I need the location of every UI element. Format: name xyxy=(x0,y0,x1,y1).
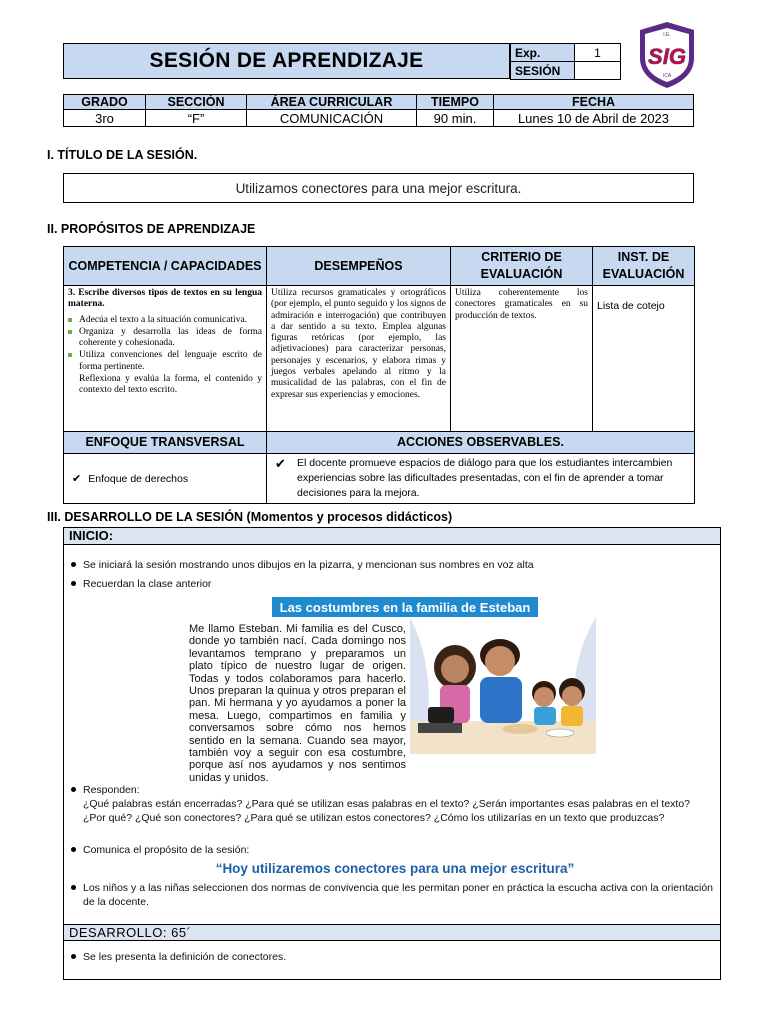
check-icon: ✔ xyxy=(72,473,82,485)
enfoque-value: Enfoque de derechos xyxy=(88,473,189,485)
competencia-title xyxy=(68,288,262,311)
capacidad-item: Adecúa el texto a la situación comunicativa. xyxy=(68,315,262,326)
story-title: Las costumbres en la familia de Esteban xyxy=(272,597,538,617)
session-title: SESIÓN DE APRENDIZAJE xyxy=(63,43,510,79)
criterio-cell: Utiliza coherentemente los conectores gramaticales en su producción de textos. xyxy=(451,286,593,432)
exp-label: Exp. xyxy=(511,44,575,62)
story-text: Me llamo Esteban. Mi familia es del Cusco, donde yo también nací. Cada domingo nos levantamos temprano y preparamos un plato típico de nuestro lugar de origen. Todas y todos colaboramos para hacerlo. Unos preparan la quinua y otros preparan el pan. Mi hermana y yo ayudamos a poner la mesa. Luego, compartimos en familia y conversamos sobre cómo nos hemos sentido en la semana. Cuando sea mayor, también voy a seguir con esa costumbre, porque así nos ayudamos y nos sentimos unidas y unidos. xyxy=(189,623,406,784)
list-item: Se les presenta la definición de conectores. xyxy=(83,950,713,964)
school-logo xyxy=(636,20,698,90)
criterio-header: CRITERIO DE EVALUACIÓN xyxy=(451,247,593,286)
list-item: Recuerdan la clase anterior xyxy=(83,577,713,591)
instrumento-header: INST. DE EVALUACIÓN xyxy=(593,247,695,286)
capacidad-item: Organiza y desarrolla las ideas de forma coherente y cohesionada. xyxy=(68,327,262,350)
sesion-label: SESIÓN xyxy=(511,62,575,80)
seccion-header: SECCIÓN xyxy=(146,95,247,110)
competencia-cell xyxy=(64,286,267,432)
inicio-bar: INICIO: xyxy=(64,528,720,545)
family-cooking-illustration xyxy=(410,617,596,754)
acciones-value: El docente promueve espacios de diálogo para que los estudiantes intercambien experiencias sobre las dificultades presentadas, con el fin de aprender a tomar decisiones para la mejora. xyxy=(297,457,673,499)
fecha-header: FECHA xyxy=(494,95,694,110)
capacidad-item: Reflexiona y evalúa la forma, el contenido y contexto del texto escrito. xyxy=(79,374,262,396)
enfoque-header: ENFOQUE TRANSVERSAL xyxy=(64,432,267,454)
fecha-value: Lunes 10 de Abril de 2023 xyxy=(494,110,694,127)
acciones-header: ACCIONES OBSERVABLES. xyxy=(267,432,695,454)
list-item: Comunica el propósito de la sesión: xyxy=(83,843,713,857)
section2-heading: II. PROPÓSITOS DE APRENDIZAJE xyxy=(47,222,256,236)
list-item: Los niños y a las niñas seleccionen dos normas de convivencia que les permitan poner en práctica la escucha activa con la orientación de la docente. xyxy=(83,881,713,909)
list-item: Responden: xyxy=(83,783,713,797)
check-icon: ✔ xyxy=(275,456,286,471)
session-purpose: “Hoy utilizaremos conectores para una mejor escritura” xyxy=(215,861,575,876)
logo-ring-top: I.E. xyxy=(663,32,671,38)
acciones-cell xyxy=(267,454,695,504)
logo-ring-bottom: ICA xyxy=(662,73,672,79)
list-item: Se iniciará la sesión mostrando unos dibujos en la pizarra, y mencionan sus nombres en voz alta xyxy=(83,558,713,572)
sesion-value xyxy=(575,62,621,80)
info-table xyxy=(63,94,694,127)
desarrollo-bar: DESARROLLO: 65´ xyxy=(64,924,720,941)
session-title-box: Utilizamos conectores para una mejor escritura. xyxy=(63,173,694,203)
logo-text: SIG xyxy=(648,44,686,69)
section3-heading: III. DESARROLLO DE LA SESIÓN (Momentos y procesos didácticos) xyxy=(47,510,453,524)
section1-heading: I. TÍTULO DE LA SESIÓN. xyxy=(47,148,198,162)
capacidades-list xyxy=(68,315,262,397)
desempenos-cell: Utiliza recursos gramaticales y ortográficos (por ejemplo, el punto seguido y los signos de admiración e interrogación) que contribuyen a dar sentido a su texto. Emplea algunas figuras retóricas (por ejemplo, las adjetivaciones) para caracterizar personas, personajes y escenarios, y elabora rimas y juegos verbales apelando al ritmo y la musicalidad de las palabras, con el fin de expresar sus experiencias y emociones. xyxy=(267,286,451,432)
capacidad-item: Utiliza convenciones del lenguaje escrito de forma pertinente. xyxy=(68,350,262,373)
area-value: COMUNICACIÓN xyxy=(247,110,417,127)
competencia-name: Escribe diversos tipos de textos en su lengua materna. xyxy=(68,288,262,310)
competencia-number: 3. xyxy=(68,288,76,298)
questions-text: ¿Qué palabras están encerradas? ¿Para qué se utilizan esas palabras en el texto? ¿Serán importantes esas palabras en el texto? ¿Por qué? ¿Qué son conectores? ¿Para qué se utilizan estos conectores? ¿Cómo los utilizarías en un texto que produzcas? xyxy=(83,798,691,824)
grado-value: 3ro xyxy=(64,110,146,127)
seccion-value: “F” xyxy=(146,110,247,127)
tiempo-header: TIEMPO xyxy=(417,95,494,110)
instrumento-cell: Lista de cotejo xyxy=(593,286,695,432)
desempenos-header: DESEMPEÑOS xyxy=(267,247,451,286)
exp-session-table xyxy=(510,43,621,80)
grado-header: GRADO xyxy=(64,95,146,110)
competencia-header: COMPETENCIA / CAPACIDADES xyxy=(64,247,267,286)
tiempo-value: 90 min. xyxy=(417,110,494,127)
propositos-table xyxy=(63,246,695,504)
exp-value: 1 xyxy=(575,44,621,62)
area-header: ÁREA CURRICULAR xyxy=(247,95,417,110)
enfoque-cell xyxy=(64,454,267,504)
